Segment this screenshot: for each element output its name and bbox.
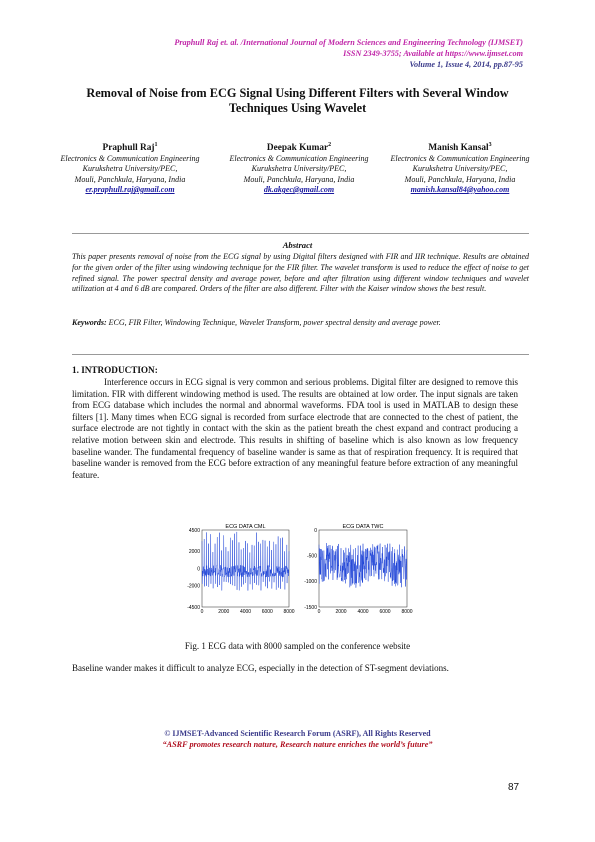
intro-paragraph: Interference occurs in ECG signal is very common and serious problems. Digital filter are designed to remove this limitation. FIR with different windowing method is used. The results are obtained at low order. The input signals are taken from ECG database which includes the normal and abnormal waveforms. FDA tool is used in MATLAB to design these filters [1]. Many times when ECG signal is recorded from surface electrode that are connected to the chest of patient, the surface electrode are not tightly in contact with the skin as the patient breath the chest expand and contract producing a relative motion between skin and electrode. This results in shifting of baseline which is also known as low frequency baseline wander. The fundamental frequency of baseline wander is same as that of respiration frequency. It is required that baseline wander is removed from the ECG before extraction of any meaningful feature before extraction of any meaningful feature. bbox=[72, 377, 518, 480]
journal-header-issn: ISSN 2349-3755; Available at https://www.ijmset.com bbox=[343, 49, 523, 58]
x-tick-label: 8000 bbox=[401, 609, 413, 615]
abstract-heading: Abstract bbox=[282, 240, 313, 250]
x-tick-label: 2000 bbox=[335, 609, 347, 615]
chart-ecg-twc bbox=[304, 524, 413, 615]
y-tick-label: -500 bbox=[306, 553, 317, 560]
author-name: Praphull Raj$^1$ bbox=[102, 142, 158, 154]
footer-tagline: “ASRF promotes research nature, Research nature enriches the world’s future” bbox=[162, 740, 433, 749]
author-block-1 bbox=[50, 139, 210, 195]
x-tick-label: 6000 bbox=[379, 609, 391, 615]
page-number: 87 bbox=[508, 782, 520, 793]
author-email-link[interactable]: manish.kansal84@yahoo.com bbox=[410, 184, 510, 194]
author-addr: Mouli, Panchkula, Haryana, India bbox=[243, 174, 355, 184]
baseline-paragraph: Baseline wander makes it difficult to analyze ECG, especially in the detection of ST-segment deviations. bbox=[72, 663, 449, 673]
x-tick-label: 0 bbox=[200, 609, 204, 615]
section-heading: 1. INTRODUCTION: bbox=[72, 365, 158, 375]
author-dept: Electronics & Communication Engineering bbox=[60, 154, 200, 164]
author-email-link[interactable]: dk.akgec@gmail.com bbox=[263, 184, 335, 194]
copyright-line: © IJMSET-Advanced Scientific Research Forum (ASRF), All Rights Reserved bbox=[164, 729, 431, 738]
y-tick-label: -2000 bbox=[187, 583, 200, 590]
y-tick-label: -4500 bbox=[187, 604, 200, 611]
chart-title: ECG DATA TWC bbox=[342, 524, 384, 530]
divider bbox=[72, 233, 529, 234]
author-addr: Mouli, Panchkula, Haryana, India bbox=[74, 174, 186, 184]
ecg-series-line bbox=[202, 532, 289, 591]
y-tick-label: 2000 bbox=[188, 549, 200, 556]
author-block-2 bbox=[219, 139, 379, 195]
author-name: Deepak Kumar$^2$ bbox=[266, 142, 332, 154]
author-dept: Electronics & Communication Engineering bbox=[229, 154, 369, 164]
y-tick-label: 0 bbox=[314, 527, 317, 534]
author-inst: Kurukshetra University/PEC, bbox=[82, 164, 178, 174]
y-tick-label: 4500 bbox=[188, 527, 200, 534]
abstract-text: This paper presents removal of noise from the ECG signal by using Digital filters designed with FIR and IIR technique. Results are obtained for the given order of the filter using windowing technique for the FIR filter. The wavelet transform is used to reduce the effect of noise to get refined signal. The power spectral density and average power, before and after filtration using different window techniques and wavelet utilization at 4 and 6 dB are compared. Orders of the filter are also different. Filter with the Kaiser window shows the best result. bbox=[72, 252, 529, 294]
chart-ecg-cml bbox=[187, 524, 295, 615]
author-addr: Mouli, Panchkula, Haryana, India bbox=[404, 174, 516, 184]
author-name: Manish Kansal$^3$ bbox=[428, 142, 492, 154]
y-tick-label: -1000 bbox=[304, 579, 317, 586]
journal-header-line1: Praphull Raj et. al. /International Journal of Modern Sciences and Engineering Technology (IJMSET) bbox=[174, 38, 523, 47]
figure-caption: Fig. 1 ECG data with 8000 sampled on the conference website bbox=[184, 641, 411, 651]
divider bbox=[72, 354, 529, 355]
x-tick-label: 2000 bbox=[218, 609, 230, 615]
x-tick-label: 0 bbox=[317, 609, 321, 615]
y-tick-label: -1500 bbox=[304, 604, 317, 611]
paper-title: Removal of Noise from ECG Signal Using Different Filters with Several Window Techniques Using Wavelet bbox=[86, 86, 509, 115]
author-dept: Electronics & Communication Engineering bbox=[390, 154, 530, 164]
ecg-figure bbox=[177, 520, 417, 620]
x-tick-label: 6000 bbox=[261, 609, 273, 615]
keywords-text: ECG, FIR Filter, Windowing Technique, Wavelet Transform, power spectral density and average power. bbox=[106, 318, 441, 327]
x-tick-label: 8000 bbox=[283, 609, 295, 615]
author-inst: Kurukshetra University/PEC, bbox=[251, 164, 347, 174]
y-tick-label: 0 bbox=[197, 566, 200, 573]
author-email-link[interactable]: er.praphull.raj@gmail.com bbox=[85, 184, 175, 194]
author-inst: Kurukshetra University/PEC, bbox=[412, 164, 508, 174]
x-tick-label: 4000 bbox=[357, 609, 369, 615]
ecg-series-line bbox=[319, 543, 407, 588]
keywords-label: Keywords: bbox=[72, 318, 107, 327]
journal-header-volume: Volume 1, Issue 4, 2014, pp.87-95 bbox=[409, 60, 523, 69]
x-tick-label: 4000 bbox=[239, 609, 252, 615]
author-block-3 bbox=[380, 139, 540, 195]
chart-title: ECG DATA CML bbox=[225, 524, 266, 530]
keywords bbox=[72, 318, 529, 329]
